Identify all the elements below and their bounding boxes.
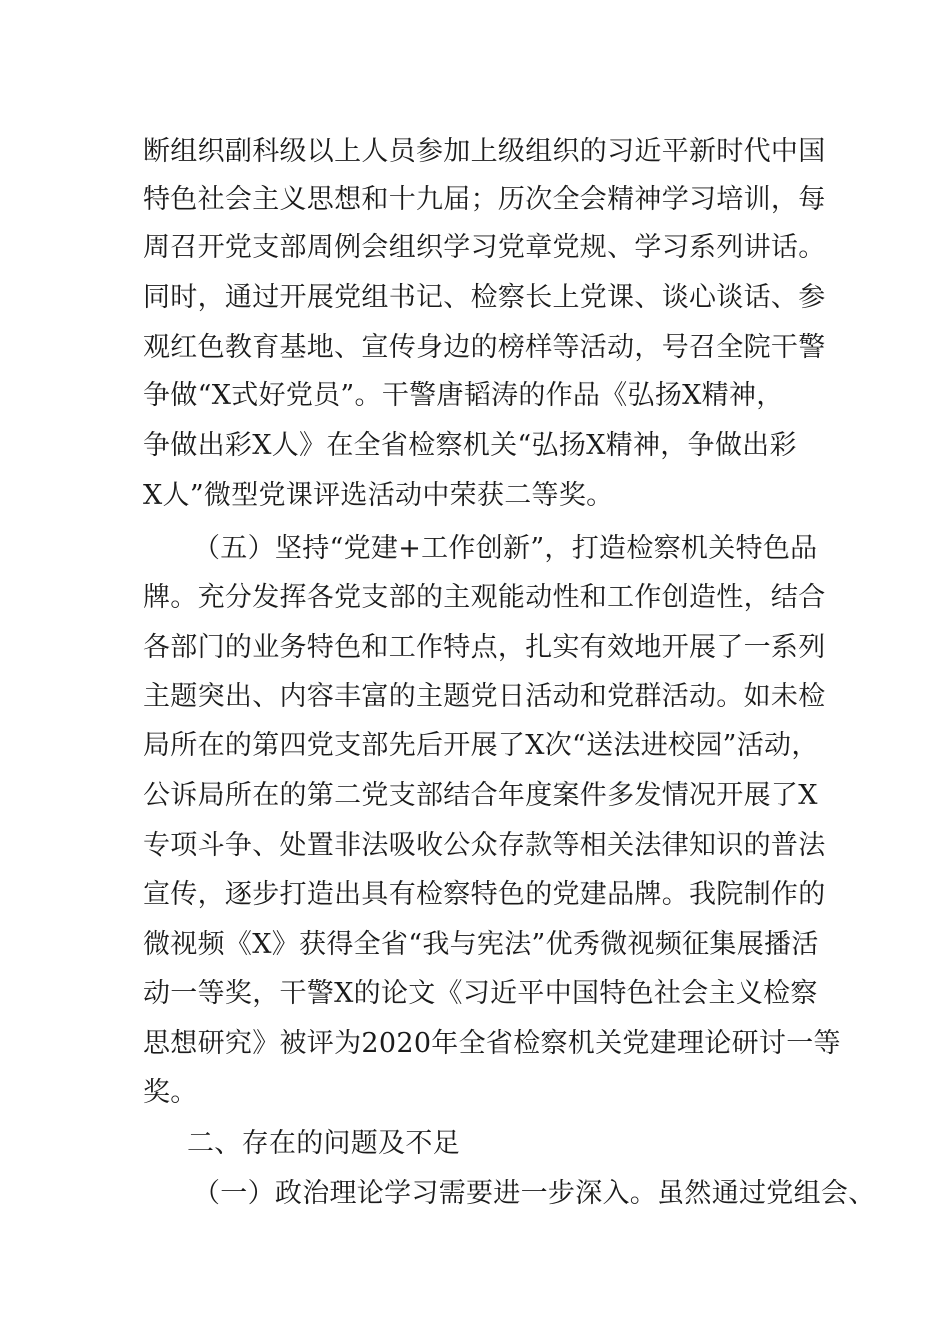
text-line: X人”微型党课评选活动中荣获二等奖。 [143, 480, 614, 511]
text-line: 各部门的业务特色和工作特点，扎实有效地开展了一系列 [143, 632, 826, 663]
text-line: 专项斗争、处置非法吸收公众存款等相关法律知识的普法 [143, 830, 826, 861]
text-line: 断组织副科级以上人员参加上级组织的习近平新时代中国 [143, 136, 826, 167]
section-heading: 二、存在的问题及不足 [187, 1128, 460, 1159]
text-line: 局所在的第四党支部先后开展了X次“送法进校园”活动， [143, 730, 819, 761]
text-line: 同时，通过开展党组书记、检察长上党课、谈心谈话、参 [143, 282, 826, 313]
text-line: 动一等奖，干警X的论文《习近平中国特色社会主义检察 [143, 978, 818, 1009]
text-line: 微视频《X》获得全省“我与宪法”优秀微视频征集展播活 [143, 929, 819, 960]
text-line: 公诉局所在的第二党支部结合年度案件多发情况开展了X [143, 780, 818, 811]
text-line: 观红色教育基地、宣传身边的榜样等活动，号召全院干警 [143, 332, 826, 363]
text-line: 周召开党支部周例会组织学习党章党规、学习系列讲话。 [143, 232, 826, 263]
text-line: 争做“X式好党员”。干警唐韬涛的作品《弘扬X精神， [143, 380, 784, 411]
text-line: 特色社会主义思想和十九届；历次全会精神学习培训，每 [143, 184, 826, 215]
text-line: 思想研究》被评为2020年全省检察机关党建理论研讨一等 [143, 1028, 841, 1059]
text-line: 争做出彩X人》在全省检察机关“弘扬X精神，争做出彩 [143, 430, 797, 461]
paragraph-first-line: （一）政治理论学习需要进一步深入。虽然通过党组会、 [193, 1178, 876, 1209]
text-line: 奖。 [143, 1077, 198, 1108]
text-line: 宣传，逐步打造出具有检察特色的党建品牌。我院制作的 [143, 879, 826, 910]
text-line: 主题突出、内容丰富的主题党日活动和党群活动。如未检 [143, 681, 826, 712]
paragraph-first-line: （五）坚持“党建+工作创新”，打造检察机关特色品 [193, 533, 818, 564]
text-line: 牌。充分发挥各党支部的主观能动性和工作创造性，结合 [143, 582, 826, 613]
